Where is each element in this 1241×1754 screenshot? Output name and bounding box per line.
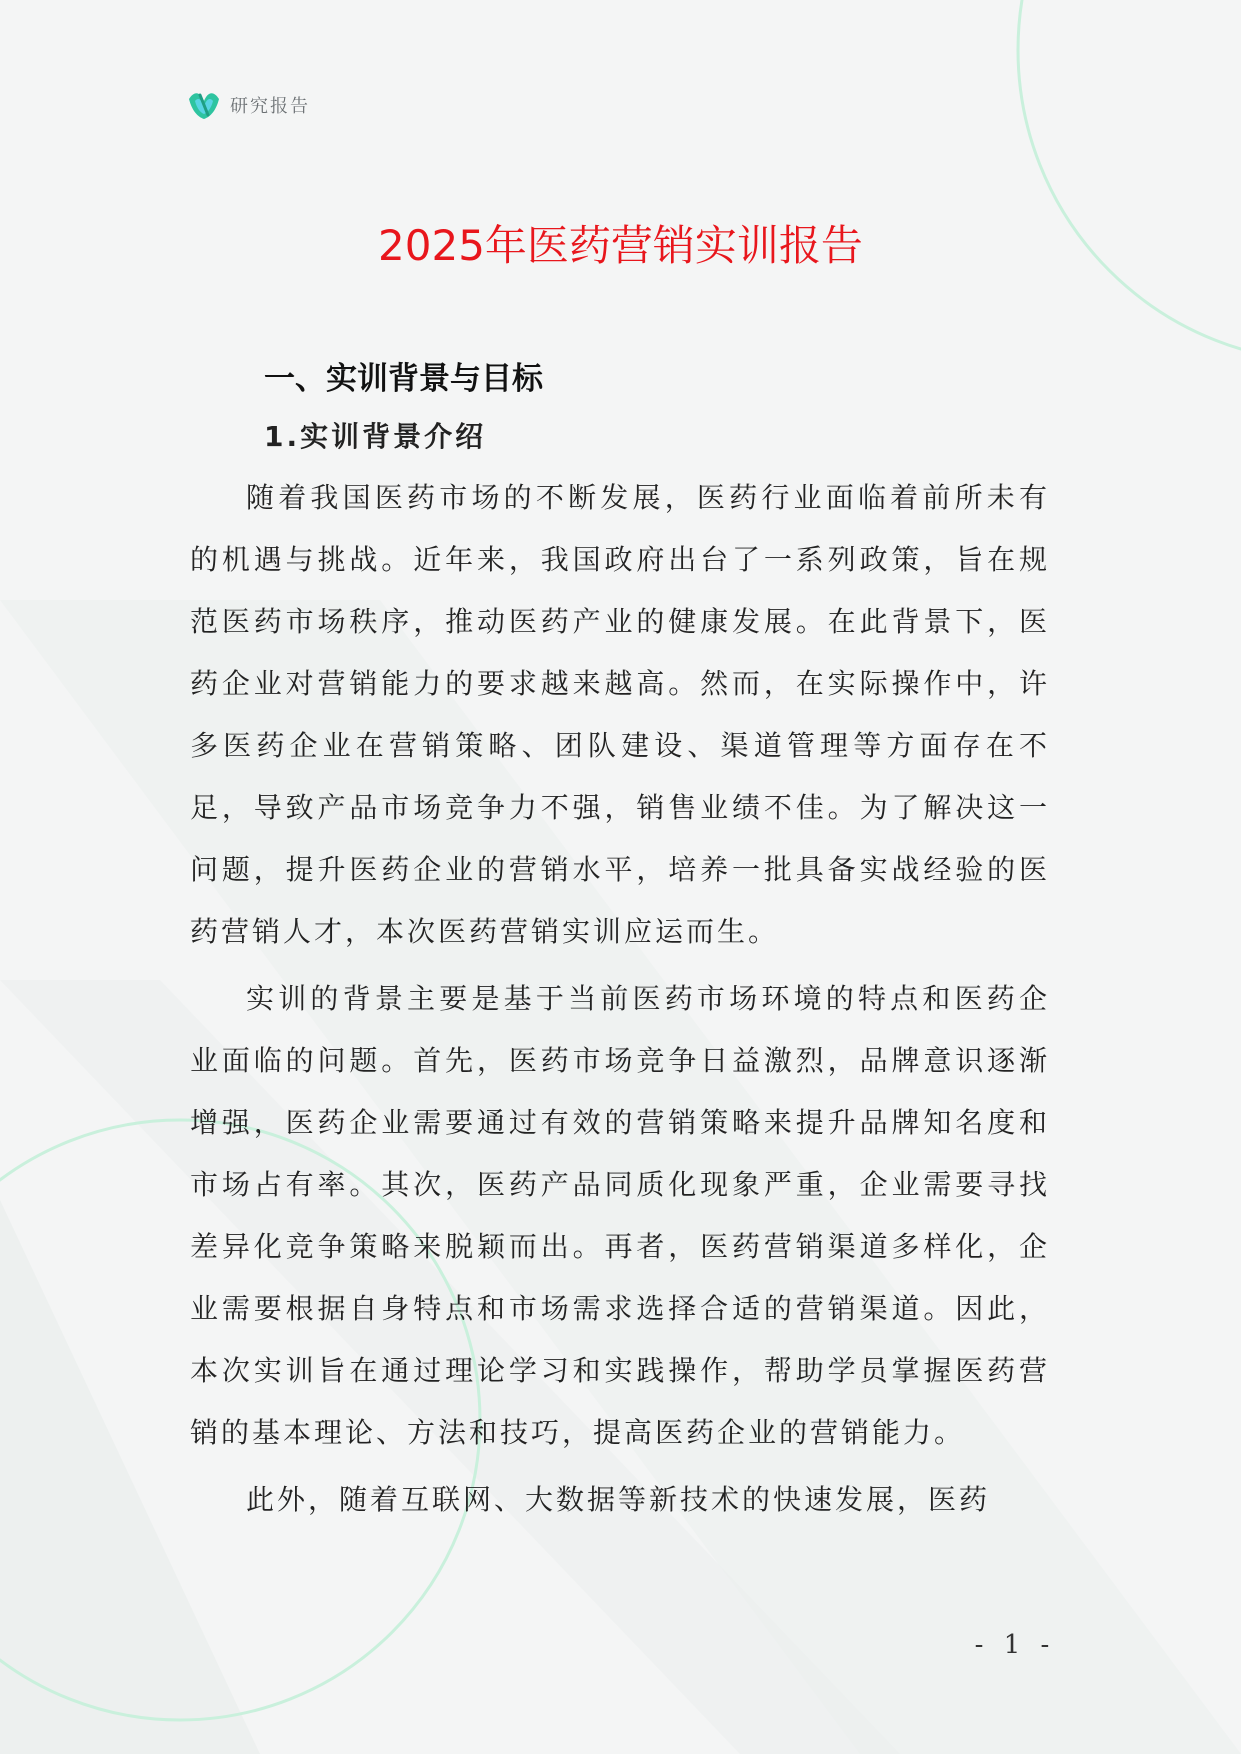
body-paragraph: 此外，随着互联网、大数据等新技术的快速发展，医药 <box>246 1483 991 1516</box>
sub-heading: 1.实训背景介绍 <box>264 420 487 453</box>
report-header <box>186 88 310 122</box>
body-paragraph: 实训的背景主要是基于当前医药市场环境的特点和医药企业面临的问题。首先，医药市场竞争日益激烈，品牌意识逐渐增强，医药企业需要通过有效的营销策略来提升品牌知名度和市场占有率。其次，医药产品同质化现象严重，企业需要寻找差异化竞争策略来脱颖而出。再者，医药营销渠道多样化，企业需要根据自身特点和市场需求选择合适的营销渠道。因此，本次实训旨在通过理论学习和实践操作，帮助学员掌握医药营销的基本理论、方法和技巧，提高医药企业的营销能力。 <box>190 982 1050 1449</box>
document-title: 2025年医药营销实训报告 <box>378 221 863 270</box>
body-paragraph: 随着我国医药市场的不断发展，医药行业面临着前所未有的机遇与挑战。近年来，我国政府出台了一系列政策，旨在规范医药市场秩序，推动医药产业的健康发展。在此背景下，医药企业对营销能力的要求越来越高。然而，在实际操作中，许多医药企业在营销策略、团队建设、渠道管理等方面存在不足，导致产品市场竞争力不强，销售业绩不佳。为了解决这一问题，提升医药企业的营销水平，培养一批具备实战经验的医药营销人才，本次医药营销实训应运而生。 <box>190 481 1050 948</box>
header-label: 研究报告 <box>230 96 310 117</box>
document-body <box>190 354 1050 1531</box>
page-number: - 1 - <box>974 1630 1056 1660</box>
section-heading: 一、实训背景与目标 <box>264 361 543 397</box>
brand-logo-icon <box>186 89 222 121</box>
